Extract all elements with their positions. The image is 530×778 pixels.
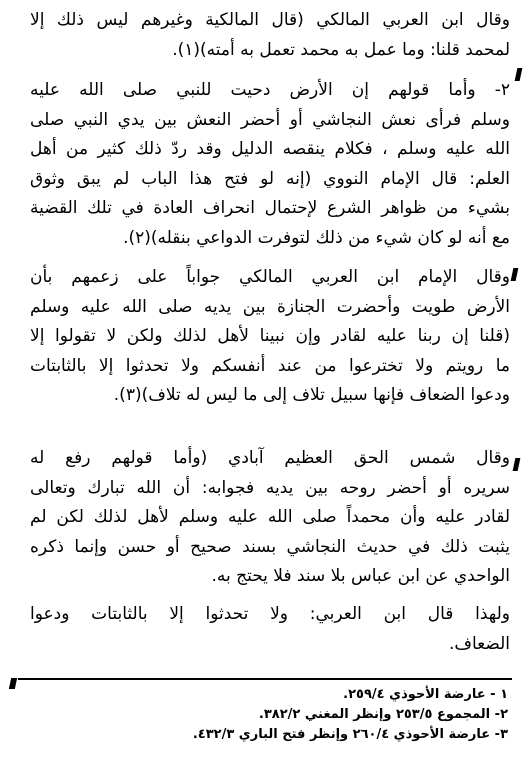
paragraph-5 (30, 600, 510, 659)
paragraph-2 (30, 76, 510, 254)
text-line: وقال شمس الحق العظيم آبادي (وأما قولهم رفع له (30, 448, 510, 468)
text-line: الضعاف. (448, 633, 510, 654)
paragraph-1 (30, 6, 510, 65)
text-line: الأرض طويت وأحضرت الجنازة بين يديه صلى الله عليه وسلم (30, 296, 510, 317)
text-line: وقال ابن العربي المالكي (قال المالكية وغيرهم ليس ذلك إلا (30, 10, 510, 30)
margin-mark (9, 678, 17, 689)
text-line: سريره أو أحضر روحه بين يديه فجوابه: أن الله تبارك وتعالى (30, 477, 510, 498)
text-line: وسلم فرأى نعش النجاشي أو أحضر النعش بين يدي النبي صلى (30, 109, 510, 130)
text-line: ودعوا الضعاف فإنها سبيل تلاف إلى ما ليس له تلاف)(٣). (113, 385, 510, 406)
text-line: بشيء من ظواهر الشرع لإحتمال انحراف العادة في تلك القضية (30, 198, 510, 219)
text-line: لقادر عليه وأن محمداً صلى الله عليه وسلم لأهل لذلك لكن لم (30, 507, 510, 528)
text-line: ما رويتم ولا تخترعوا من عند أنفسكم ولا تحدثوا إلا بالثابتات (30, 355, 510, 376)
margin-mark (515, 68, 523, 81)
text-line: الواحدي عن ابن عباس بلا سند فلا يحتج به. (211, 566, 510, 587)
text-line: مع أنه لو كان شيء من ذلك لتوفرت الدواعي بنقله)(٢). (123, 227, 510, 248)
footnote-item: ١ - عارضة الأحوذي ٢٥٩/٤. (343, 687, 508, 702)
paragraph-3 (30, 263, 510, 411)
footnote-divider (18, 678, 512, 680)
text-line: لمحمد قلنا: وما عمل به محمد تعمل به أمته)(١). (172, 39, 510, 60)
margin-mark (513, 458, 521, 471)
text-line: وقال الإمام ابن العربي المالكي جواباً على زعمهم بأن (30, 267, 510, 287)
text-line: العلم: قال الإمام النووي (إنه لو فتح هذا الباب لم يبق وثوق (30, 168, 510, 189)
text-line: يثبت ذلك في حديث النجاشي بسند صحيح أو حسن وإنما ذكره (30, 536, 510, 557)
text-line: الله عليه وسلم ، فكلام ينقصه الدليل وقد ردّ ذلك كثير من أهل (30, 139, 510, 160)
text-line: (قلنا إن ربنا عليه لقادر وإن نبينا لأهل لذلك ولكن لا تقولوا إلا (30, 326, 510, 347)
footnote-item: ٣- عارضة الأحوذي ٢٦٠/٤ وإنظر فتح الباري ٤٣٢/٣. (192, 727, 508, 742)
text-line: ولهذا قال ابن العربي: ولا تحدثوا إلا بالثابتات ودعوا (30, 604, 510, 624)
footnotes (130, 685, 508, 745)
text-line: ٢- وأما قولهم إن الأرض دحيت للنبي صلى الله عليه (30, 80, 510, 100)
footnote-item: ٢- المجموع ٢٥٣/٥ وإنظر المغني ٣٨٢/٢. (258, 707, 508, 722)
margin-mark (511, 268, 519, 281)
paragraph-4 (30, 444, 510, 592)
